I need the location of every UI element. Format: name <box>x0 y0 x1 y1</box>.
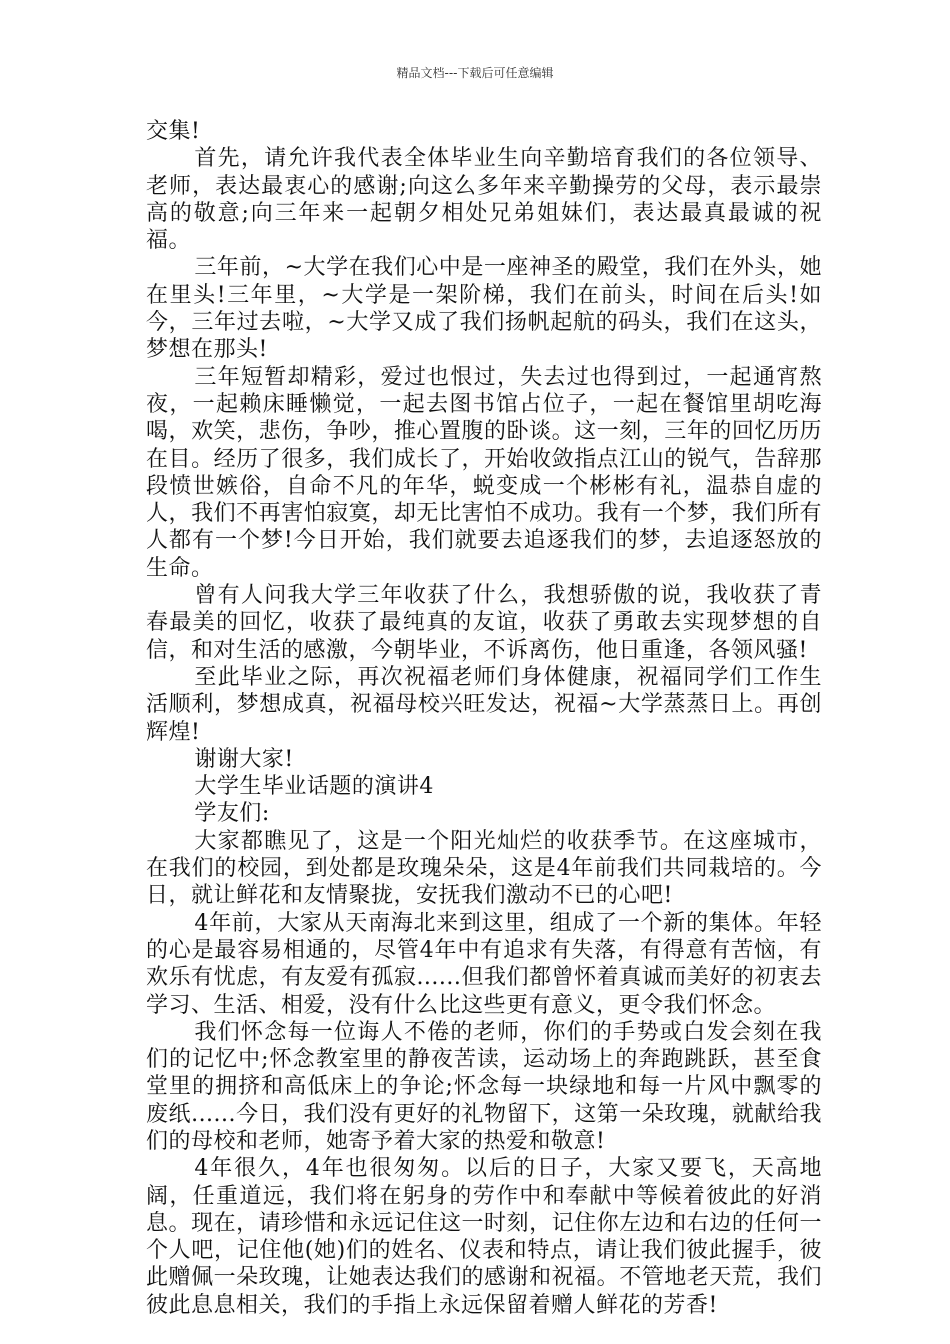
paragraph: 曾有人问我大学三年收获了什么，我想骄傲的说，我收获了青春最美的回忆，收获了最纯真的友谊，收获了勇敢去实现梦想的自信，和对生活的感激，今朝毕业，不诉离伤，他日重逢，各领风骚! <box>146 583 822 663</box>
document-body <box>146 118 822 1319</box>
paragraph: 首先，请允许我代表全体毕业生向辛勤培育我们的各位领导、老师，表达最衷心的感谢;向这么多年来辛勤操劳的父母，表示最崇高的敬意;向三年来一起朝夕相处兄弟姐妹们，表达最真最诚的祝福。 <box>146 146 822 254</box>
paragraph: 谢谢大家! <box>194 746 294 772</box>
page-header: 精品文档---下载后可任意编辑 <box>396 66 554 80</box>
paragraph: 大家都瞧见了，这是一个阳光灿烂的收获季节。在这座城市，在我们的校园，到处都是玫瑰朵朵，这是4年前我们共同栽培的。今日，就让鲜花和友情聚拢，安抚我们激动不已的心吧! <box>146 828 822 909</box>
paragraph: 我们怀念每一位诲人不倦的老师，你们的手势或白发会刻在我们的记忆中;怀念教室里的静夜苦读，运动场上的奔跑跳跃，甚至食堂里的拥挤和高低床上的争论;怀念每一块绿地和每一片风中飘零的废纸......今日，我们没有更好的礼物留下，这第一朵玫瑰，就献给我们的母校和老师，她寄予着大家的热爱和敬意! <box>146 1019 822 1154</box>
paragraph: 交集! <box>146 119 201 144</box>
paragraph: 三年短暂却精彩，爱过也恨过，失去过也得到过，一起通宵熬夜，一起赖床睡懒觉，一起去图书馆占位子，一起在餐馆里胡吃海喝，欢笑，悲伤，争吵，推心置腹的卧谈。这一刻，三年的回忆历历在目。经历了很多，我们成长了，开始收敛指点江山的锐气，告辞那段愤世嫉俗，自命不凡的年华，蜕变成一个彬彬有礼，温恭自虚的人，我们不再害怕寂寞，却无比害怕不成功。我有一个梦，我们所有人都有一个梦!今日开始，我们就要去追逐我们的梦，去追逐怒放的生命。 <box>146 364 822 581</box>
paragraph: 三年前，~大学在我们心中是一座神圣的殿堂，我们在外头，她在里头!三年里，~大学是一架阶梯，我们在前头，时间在后头!如今，三年过去啦，~大学又成了我们扬帆起航的码头，我们在这头，梦想在那头! <box>146 255 822 363</box>
paragraph: 4年很久，4年也很匆匆。以后的日子，大家又要飞，天高地阔，任重道远，我们将在躬身的劳作中和奉献中等候着彼此的好消息。现在，请珍惜和永远记住这一时刻，记住你左边和右边的任何一个人吧，记住他(她)们的姓名、仪表和特点，请让我们彼此握手，彼此赠佩一朵玫瑰，让她表达我们的感谢和祝福。不管地老天荒，我们彼此息息相关，我们的手指上永远保留着赠人鲜花的芳香! <box>146 1156 822 1318</box>
salutation: 学友们: <box>194 801 270 827</box>
paragraph: 4年前，大家从天南海北来到这里，组成了一个新的集体。年轻的心是最容易相通的，尽管4年中有追求有失落，有得意有苦恼，有欢乐有忧虑，有友爱有孤寂......但我们都曾怀着真诚而美好的初衷去学习、生活、相爱，没有什么比这些更有意义，更令我们怀念。 <box>146 910 822 1018</box>
paragraph: 至此毕业之际，再次祝福老师们身体健康，祝福同学们工作生活顺利，梦想成真，祝福母校兴旺发达，祝福~大学蒸蒸日上。再创辉煌! <box>146 664 822 745</box>
section-title: 大学生毕业话题的演讲4 <box>194 774 434 800</box>
